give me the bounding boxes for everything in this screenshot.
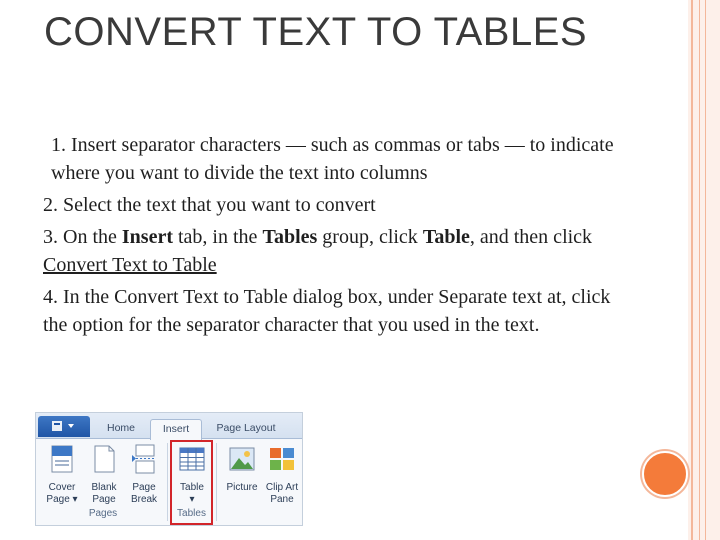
clip-art-label: Clip Art xyxy=(265,482,299,493)
step-2: 2. Select the text that you want to convert xyxy=(43,194,376,216)
page-break-icon xyxy=(130,444,158,474)
step-3 xyxy=(43,223,633,279)
group-separator xyxy=(216,443,217,521)
ribbon-tab-bar xyxy=(36,413,302,439)
blank-page-label: Blank xyxy=(91,482,117,493)
cover-page-button[interactable] xyxy=(42,444,82,508)
frame-line xyxy=(691,0,693,540)
page-break-label: Break xyxy=(130,494,158,505)
convert-text-link[interactable]: Convert Text to Table xyxy=(43,254,217,276)
file-menu-icon xyxy=(49,419,79,433)
decorative-circle xyxy=(642,451,688,497)
table-label: Table xyxy=(180,482,204,493)
blank-page-icon xyxy=(90,444,118,474)
page-break-button[interactable] xyxy=(124,444,164,508)
step-3-text: group, click xyxy=(317,226,423,248)
step-3-text: 3. On the xyxy=(43,226,122,248)
picture-button[interactable] xyxy=(222,444,262,508)
group-label-pages: Pages xyxy=(88,508,118,519)
ribbon-screenshot xyxy=(35,412,303,526)
step-3-text: , and then click xyxy=(469,226,593,248)
page-break-label: Page xyxy=(132,482,156,493)
picture-icon xyxy=(228,444,256,474)
cover-page-icon xyxy=(48,444,76,474)
table-button-ref: Table xyxy=(422,226,470,248)
frame-line xyxy=(705,0,706,540)
file-menu-button[interactable] xyxy=(38,416,90,437)
group-separator xyxy=(167,443,168,521)
clip-art-button[interactable] xyxy=(262,444,302,508)
tab-page-layout[interactable]: Page Layout xyxy=(216,422,276,434)
tab-insert[interactable]: Insert xyxy=(150,419,202,440)
insert-tab-ref: Insert xyxy=(121,226,173,248)
tab-home[interactable]: Home xyxy=(106,422,135,434)
cover-page-label: Page ▾ xyxy=(46,494,78,505)
table-highlight-box xyxy=(170,440,213,525)
clip-art-label: Pane xyxy=(270,494,294,505)
cover-page-label: Cover xyxy=(48,482,76,493)
step-1: 1. Insert separator characters — such as commas or tabs — to indicate where you want to divide the text into columns xyxy=(51,134,614,184)
clip-art-icon xyxy=(268,444,296,474)
group-label-tables: Tables xyxy=(177,508,206,519)
blank-page-label: Page xyxy=(92,494,116,505)
slide-title: CONVERT TEXT TO TABLES xyxy=(44,10,588,54)
blank-page-button[interactable] xyxy=(84,444,124,508)
step-3-text: tab, in the xyxy=(173,226,263,248)
slide-body xyxy=(43,131,633,343)
tables-group-ref: Tables xyxy=(262,226,318,248)
picture-label: Picture xyxy=(226,482,258,493)
table-dropdown-arrow: ▾ xyxy=(189,494,195,505)
frame-line xyxy=(699,0,700,540)
step-4: 4. In the Convert Text to Table dialog box, under Separate text at, click the option for the separator character that you used in the text. xyxy=(43,286,611,336)
